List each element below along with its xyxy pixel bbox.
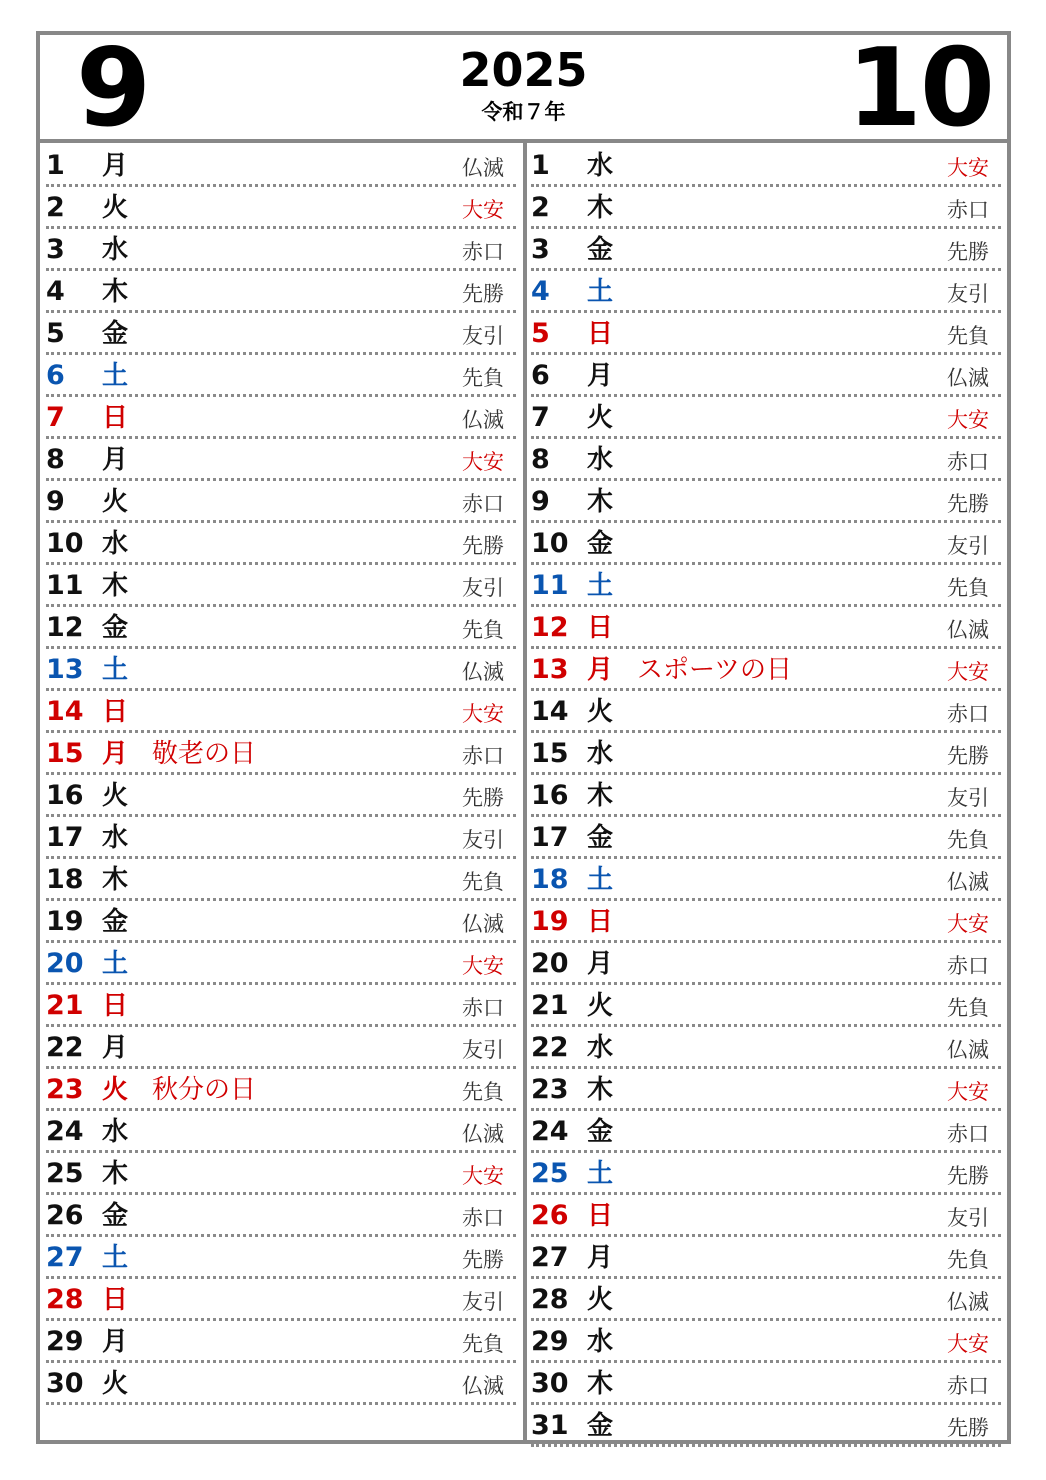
weekday-label: 木 bbox=[102, 571, 129, 601]
day-row bbox=[531, 145, 1001, 187]
weekday-label: 金 bbox=[587, 1411, 614, 1441]
day-row bbox=[531, 1321, 1001, 1363]
weekday-label: 月 bbox=[102, 151, 129, 181]
day-number: 1 bbox=[531, 150, 550, 181]
day-row bbox=[531, 649, 1001, 691]
day-number: 11 bbox=[531, 570, 569, 601]
weekday-label: 火 bbox=[102, 1075, 129, 1105]
rokuyo-label: 大安 bbox=[947, 1080, 989, 1104]
weekday-label: 火 bbox=[587, 403, 614, 433]
rokuyo-label: 赤口 bbox=[462, 492, 504, 516]
rokuyo-label: 友引 bbox=[947, 1206, 989, 1230]
day-number: 18 bbox=[531, 864, 569, 895]
rokuyo-label: 大安 bbox=[947, 1332, 989, 1356]
rokuyo-label: 先勝 bbox=[462, 534, 504, 558]
weekday-label: 火 bbox=[102, 1369, 129, 1399]
rokuyo-label: 赤口 bbox=[462, 744, 504, 768]
rokuyo-label: 先負 bbox=[947, 324, 989, 348]
rokuyo-label: 仏滅 bbox=[462, 408, 504, 432]
day-row bbox=[46, 649, 516, 691]
day-row bbox=[46, 523, 516, 565]
weekday-label: 木 bbox=[102, 277, 129, 307]
rokuyo-label: 仏滅 bbox=[462, 156, 504, 180]
year-label: 2025 bbox=[459, 43, 588, 97]
day-row bbox=[531, 1405, 1001, 1447]
rokuyo-label: 友引 bbox=[947, 786, 989, 810]
weekday-label: 月 bbox=[587, 949, 614, 979]
rokuyo-label: 大安 bbox=[947, 408, 989, 432]
weekday-label: 金 bbox=[587, 529, 614, 559]
day-row bbox=[46, 733, 516, 775]
rokuyo-label: 先勝 bbox=[947, 492, 989, 516]
day-number: 7 bbox=[531, 402, 550, 433]
rokuyo-label: 友引 bbox=[462, 576, 504, 600]
rokuyo-label: 先負 bbox=[462, 1332, 504, 1356]
weekday-label: 金 bbox=[102, 613, 129, 643]
era-label: 令和７年 bbox=[481, 100, 566, 124]
day-row bbox=[531, 1363, 1001, 1405]
weekday-label: 月 bbox=[102, 1033, 129, 1063]
weekday-label: 土 bbox=[102, 1243, 129, 1273]
weekday-label: 金 bbox=[587, 823, 614, 853]
rokuyo-label: 仏滅 bbox=[462, 912, 504, 936]
weekday-label: 火 bbox=[102, 193, 129, 223]
day-row bbox=[46, 943, 516, 985]
day-row bbox=[46, 439, 516, 481]
day-row bbox=[46, 1279, 516, 1321]
day-number: 12 bbox=[531, 612, 569, 643]
day-row bbox=[46, 1321, 516, 1363]
day-number: 27 bbox=[46, 1242, 84, 1273]
day-row bbox=[46, 817, 516, 859]
day-number: 9 bbox=[531, 486, 550, 517]
day-row bbox=[46, 859, 516, 901]
day-number: 27 bbox=[531, 1242, 569, 1273]
day-number: 4 bbox=[531, 276, 550, 307]
day-row bbox=[46, 901, 516, 943]
day-number: 13 bbox=[531, 654, 569, 685]
day-number: 30 bbox=[531, 1368, 569, 1399]
weekday-label: 土 bbox=[587, 1159, 614, 1189]
weekday-label: 火 bbox=[587, 697, 614, 727]
rokuyo-label: 仏滅 bbox=[462, 660, 504, 684]
rokuyo-label: 先勝 bbox=[462, 1248, 504, 1272]
rokuyo-label: 先勝 bbox=[462, 282, 504, 306]
day-number: 21 bbox=[531, 990, 569, 1021]
rokuyo-label: 先勝 bbox=[947, 240, 989, 264]
day-number: 17 bbox=[531, 822, 569, 853]
day-row bbox=[46, 313, 516, 355]
day-number: 14 bbox=[46, 696, 84, 727]
weekday-label: 土 bbox=[587, 571, 614, 601]
day-number: 13 bbox=[46, 654, 84, 685]
day-number: 21 bbox=[46, 990, 84, 1021]
day-number: 7 bbox=[46, 402, 65, 433]
day-row bbox=[531, 817, 1001, 859]
weekday-label: 日 bbox=[587, 907, 614, 937]
weekday-label: 火 bbox=[102, 487, 129, 517]
day-row bbox=[531, 481, 1001, 523]
day-row bbox=[46, 1363, 516, 1405]
day-number: 5 bbox=[531, 318, 550, 349]
weekday-label: 月 bbox=[587, 361, 614, 391]
rokuyo-label: 先負 bbox=[947, 996, 989, 1020]
weekday-label: 日 bbox=[587, 1201, 614, 1231]
day-row bbox=[531, 1111, 1001, 1153]
day-number: 2 bbox=[46, 192, 65, 223]
holiday-name: 秋分の日 bbox=[152, 1075, 257, 1105]
day-row bbox=[531, 901, 1001, 943]
rokuyo-label: 大安 bbox=[947, 660, 989, 684]
rokuyo-label: 友引 bbox=[462, 1038, 504, 1062]
day-number: 28 bbox=[46, 1284, 84, 1315]
day-number: 23 bbox=[531, 1074, 569, 1105]
rokuyo-label: 仏滅 bbox=[947, 1290, 989, 1314]
day-row bbox=[46, 1111, 516, 1153]
rokuyo-label: 大安 bbox=[947, 156, 989, 180]
day-row bbox=[531, 985, 1001, 1027]
rokuyo-label: 仏滅 bbox=[947, 366, 989, 390]
day-number: 28 bbox=[531, 1284, 569, 1315]
day-row bbox=[46, 229, 516, 271]
weekday-label: 水 bbox=[102, 1117, 129, 1147]
weekday-label: 木 bbox=[587, 193, 614, 223]
rokuyo-label: 赤口 bbox=[947, 702, 989, 726]
weekday-label: 水 bbox=[587, 1327, 614, 1357]
day-row bbox=[531, 523, 1001, 565]
day-number: 8 bbox=[531, 444, 550, 475]
weekday-label: 金 bbox=[102, 319, 129, 349]
rokuyo-label: 赤口 bbox=[947, 954, 989, 978]
day-row bbox=[531, 439, 1001, 481]
weekday-label: 日 bbox=[102, 1285, 129, 1315]
rokuyo-label: 仏滅 bbox=[947, 870, 989, 894]
day-number: 22 bbox=[46, 1032, 84, 1063]
day-row bbox=[46, 355, 516, 397]
rokuyo-label: 大安 bbox=[462, 1164, 504, 1188]
day-row bbox=[531, 607, 1001, 649]
weekday-label: 土 bbox=[587, 865, 614, 895]
day-row bbox=[46, 1153, 516, 1195]
rokuyo-label: 友引 bbox=[462, 828, 504, 852]
day-row bbox=[531, 733, 1001, 775]
day-number: 11 bbox=[46, 570, 84, 601]
weekday-label: 火 bbox=[587, 991, 614, 1021]
weekday-label: 水 bbox=[587, 739, 614, 769]
rokuyo-label: 先負 bbox=[947, 828, 989, 852]
weekday-label: 水 bbox=[102, 529, 129, 559]
day-row bbox=[46, 691, 516, 733]
october-column bbox=[531, 145, 1001, 1447]
weekday-label: 土 bbox=[587, 277, 614, 307]
weekday-label: 月 bbox=[102, 1327, 129, 1357]
weekday-label: 月 bbox=[587, 1243, 614, 1273]
day-number: 10 bbox=[46, 528, 84, 559]
day-number: 24 bbox=[46, 1116, 84, 1147]
rokuyo-label: 友引 bbox=[947, 534, 989, 558]
day-number: 20 bbox=[46, 948, 84, 979]
rokuyo-label: 先勝 bbox=[947, 744, 989, 768]
day-row bbox=[46, 565, 516, 607]
weekday-label: 水 bbox=[587, 445, 614, 475]
rokuyo-label: 赤口 bbox=[947, 198, 989, 222]
day-row bbox=[531, 691, 1001, 733]
weekday-label: 月 bbox=[102, 445, 129, 475]
day-row bbox=[46, 145, 516, 187]
day-number: 19 bbox=[531, 906, 569, 937]
weekday-label: 火 bbox=[102, 781, 129, 811]
rokuyo-label: 仏滅 bbox=[947, 1038, 989, 1062]
weekday-label: 水 bbox=[587, 151, 614, 181]
rokuyo-label: 先負 bbox=[462, 366, 504, 390]
day-row bbox=[531, 313, 1001, 355]
day-number: 26 bbox=[46, 1200, 84, 1231]
rokuyo-label: 赤口 bbox=[462, 240, 504, 264]
day-row bbox=[46, 607, 516, 649]
day-number: 22 bbox=[531, 1032, 569, 1063]
day-number: 29 bbox=[531, 1326, 569, 1357]
weekday-label: 水 bbox=[102, 823, 129, 853]
day-number: 17 bbox=[46, 822, 84, 853]
day-number: 18 bbox=[46, 864, 84, 895]
weekday-label: 木 bbox=[587, 487, 614, 517]
weekday-label: 土 bbox=[102, 949, 129, 979]
day-row bbox=[46, 1195, 516, 1237]
weekday-label: 月 bbox=[102, 739, 129, 769]
weekday-label: 日 bbox=[102, 697, 129, 727]
rokuyo-label: 赤口 bbox=[947, 1374, 989, 1398]
rokuyo-label: 先負 bbox=[947, 1248, 989, 1272]
day-row bbox=[531, 859, 1001, 901]
day-number: 5 bbox=[46, 318, 65, 349]
day-number: 10 bbox=[531, 528, 569, 559]
day-row bbox=[531, 397, 1001, 439]
day-row bbox=[531, 1153, 1001, 1195]
day-number: 4 bbox=[46, 276, 65, 307]
day-number: 24 bbox=[531, 1116, 569, 1147]
rokuyo-label: 友引 bbox=[462, 1290, 504, 1314]
rokuyo-label: 先負 bbox=[947, 576, 989, 600]
day-number: 6 bbox=[531, 360, 550, 391]
left-month-number: 9 bbox=[76, 26, 150, 151]
weekday-label: 火 bbox=[587, 1285, 614, 1315]
weekday-label: 日 bbox=[587, 319, 614, 349]
day-number: 25 bbox=[46, 1158, 84, 1189]
weekday-label: 金 bbox=[587, 1117, 614, 1147]
day-row bbox=[46, 397, 516, 439]
day-number: 26 bbox=[531, 1200, 569, 1231]
rokuyo-label: 仏滅 bbox=[462, 1374, 504, 1398]
weekday-label: 土 bbox=[102, 361, 129, 391]
day-number: 1 bbox=[46, 150, 65, 181]
day-row bbox=[531, 1279, 1001, 1321]
column-divider bbox=[523, 143, 527, 1440]
rokuyo-label: 先負 bbox=[462, 618, 504, 642]
weekday-label: 月 bbox=[587, 655, 614, 685]
day-row bbox=[531, 187, 1001, 229]
day-number: 15 bbox=[46, 738, 84, 769]
rokuyo-label: 大安 bbox=[462, 198, 504, 222]
day-row bbox=[531, 271, 1001, 313]
calendar-header bbox=[40, 26, 1007, 151]
rokuyo-label: 先勝 bbox=[947, 1164, 989, 1188]
day-row bbox=[531, 1027, 1001, 1069]
day-number: 19 bbox=[46, 906, 84, 937]
day-row bbox=[46, 1027, 516, 1069]
day-row bbox=[46, 985, 516, 1027]
rokuyo-label: 先負 bbox=[462, 1080, 504, 1104]
weekday-label: 土 bbox=[102, 655, 129, 685]
rokuyo-label: 仏滅 bbox=[947, 618, 989, 642]
weekday-label: 金 bbox=[102, 1201, 129, 1231]
weekday-label: 日 bbox=[587, 613, 614, 643]
weekday-label: 水 bbox=[102, 235, 129, 265]
day-row bbox=[531, 355, 1001, 397]
day-number: 15 bbox=[531, 738, 569, 769]
day-number: 14 bbox=[531, 696, 569, 727]
weekday-label: 木 bbox=[587, 1369, 614, 1399]
day-row bbox=[46, 481, 516, 523]
day-number: 8 bbox=[46, 444, 65, 475]
right-month-number: 10 bbox=[846, 26, 993, 151]
weekday-label: 日 bbox=[102, 403, 129, 433]
holiday-name: スポーツの日 bbox=[637, 655, 792, 685]
day-row bbox=[531, 229, 1001, 271]
day-number: 31 bbox=[531, 1410, 569, 1441]
day-number: 16 bbox=[531, 780, 569, 811]
day-row bbox=[46, 1069, 516, 1111]
rokuyo-label: 大安 bbox=[947, 912, 989, 936]
day-row bbox=[46, 775, 516, 817]
day-row bbox=[531, 775, 1001, 817]
weekday-label: 木 bbox=[102, 865, 129, 895]
weekday-label: 木 bbox=[102, 1159, 129, 1189]
rokuyo-label: 先勝 bbox=[462, 786, 504, 810]
day-number: 29 bbox=[46, 1326, 84, 1357]
rokuyo-label: 友引 bbox=[462, 324, 504, 348]
rokuyo-label: 先負 bbox=[462, 870, 504, 894]
weekday-label: 金 bbox=[587, 235, 614, 265]
rokuyo-label: 仏滅 bbox=[462, 1122, 504, 1146]
rokuyo-label: 赤口 bbox=[462, 1206, 504, 1230]
day-row bbox=[531, 1069, 1001, 1111]
weekday-label: 水 bbox=[587, 1033, 614, 1063]
day-number: 30 bbox=[46, 1368, 84, 1399]
day-number: 23 bbox=[46, 1074, 84, 1105]
day-row bbox=[531, 943, 1001, 985]
day-row bbox=[46, 187, 516, 229]
weekday-label: 木 bbox=[587, 1075, 614, 1105]
day-row bbox=[531, 1237, 1001, 1279]
day-row bbox=[46, 271, 516, 313]
calendar-frame bbox=[36, 26, 1011, 1444]
day-number: 25 bbox=[531, 1158, 569, 1189]
day-number: 3 bbox=[531, 234, 550, 265]
september-column bbox=[46, 145, 516, 1405]
rokuyo-label: 友引 bbox=[947, 282, 989, 306]
day-number: 9 bbox=[46, 486, 65, 517]
rokuyo-label: 大安 bbox=[462, 702, 504, 726]
rokuyo-label: 赤口 bbox=[947, 1122, 989, 1146]
day-row bbox=[46, 1237, 516, 1279]
weekday-label: 金 bbox=[102, 907, 129, 937]
day-number: 6 bbox=[46, 360, 65, 391]
day-number: 12 bbox=[46, 612, 84, 643]
day-number: 2 bbox=[531, 192, 550, 223]
rokuyo-label: 大安 bbox=[462, 954, 504, 978]
day-row bbox=[531, 1195, 1001, 1237]
weekday-label: 木 bbox=[587, 781, 614, 811]
rokuyo-label: 赤口 bbox=[947, 450, 989, 474]
day-number: 20 bbox=[531, 948, 569, 979]
day-number: 16 bbox=[46, 780, 84, 811]
day-number: 3 bbox=[46, 234, 65, 265]
rokuyo-label: 赤口 bbox=[462, 996, 504, 1020]
weekday-label: 日 bbox=[102, 991, 129, 1021]
rokuyo-label: 大安 bbox=[462, 450, 504, 474]
rokuyo-label: 先勝 bbox=[947, 1416, 989, 1440]
day-row bbox=[531, 565, 1001, 607]
holiday-name: 敬老の日 bbox=[152, 739, 257, 769]
